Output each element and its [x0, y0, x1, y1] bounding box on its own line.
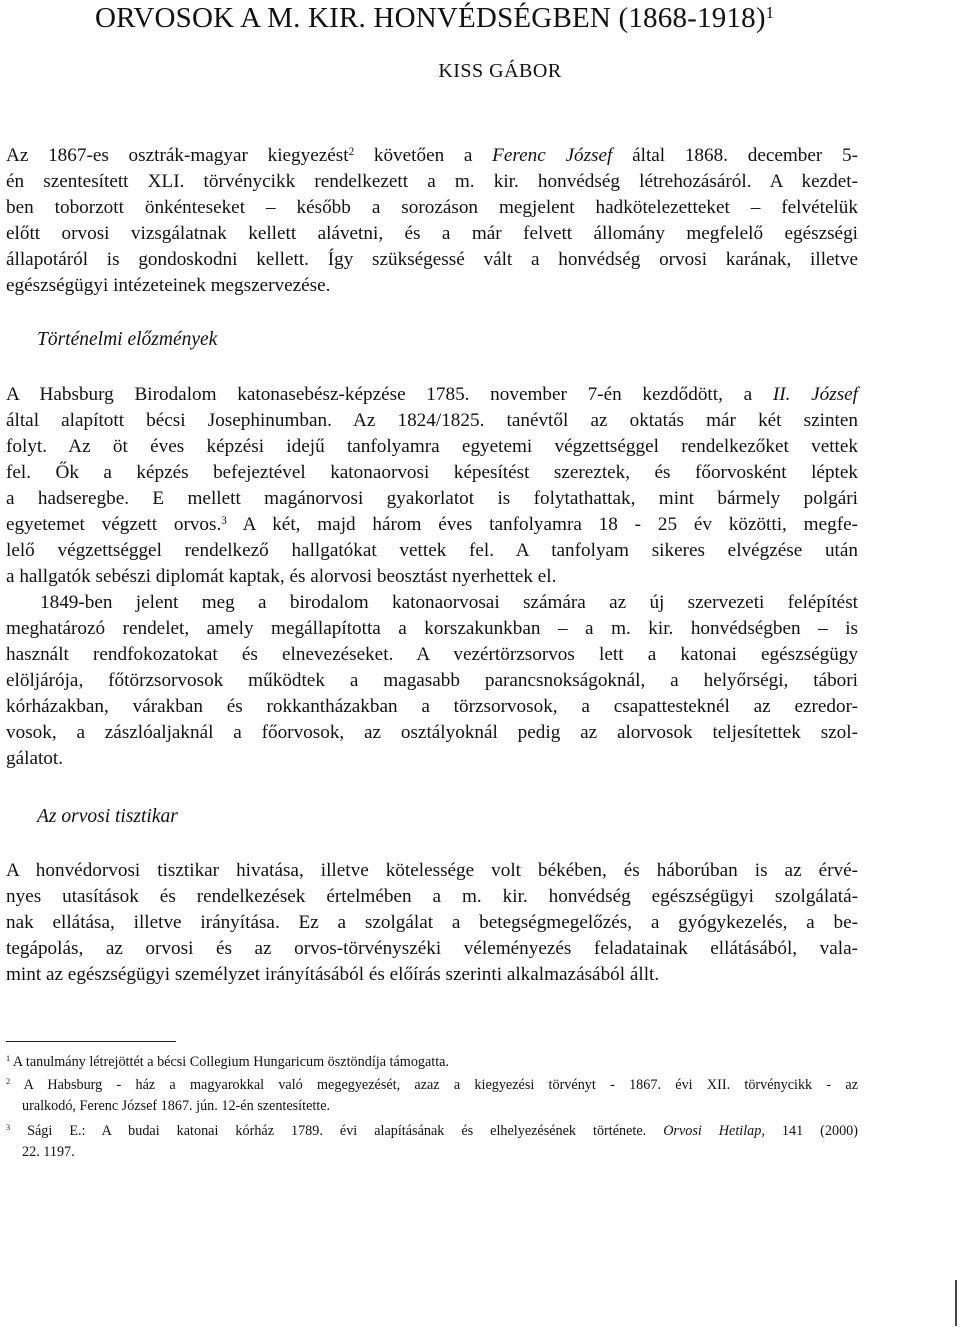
- footnote-marker: 2: [348, 145, 355, 158]
- body-line: tegápolás, az orvosi és az orvos-törvényszéki véleményezés feladatainak ellátásából, vala-: [6, 938, 858, 959]
- body-line: a hallgatók sebészi diplomát kaptak, és alorvosi beosztást nyerhettek el.: [6, 566, 557, 587]
- body-line: használt rendfokozatokat és elnevezéseket. A vezértörzsorvos lett a katonai egészségügy: [6, 644, 858, 665]
- body-line: lelő végzettséggel rendelkező hallgatókat vettek fel. A tanfolyam sikeres elvégzése után: [6, 540, 858, 561]
- footnote-number: 3: [6, 1123, 11, 1133]
- intro-line: állapotáról is gondoskodni kellett. Így szükségessé vált a honvédség orvosi karának, illetve: [6, 249, 858, 270]
- body-line: nyes utasítások és rendelkezések értelmében a m. kir. honvédség egészségügyi szolgálatá-: [6, 886, 858, 907]
- footnote-1: $^1$ A tanulmány létrejöttét a bécsi Collegium Hungaricum ösztöndíja támogatta.: [6, 1054, 450, 1070]
- body-line: A Habsburg Birodalom katonasebész-képzése 1785. november 7-én kezdődött, a II. József: [6, 384, 859, 405]
- intro-line: Az 1867-es osztrák-magyar kiegyezést$^2$ követően a Ferenc József által 1868. december 5-: [6, 145, 858, 166]
- article-title: ORVOSOK A M. KIR. HONVÉDSÉGBEN (1868-1918)$^1$: [95, 2, 775, 34]
- body-line: 1849-ben jelent meg a birodalom katonaorvosai számára az új szervezeti felépítést: [40, 592, 858, 613]
- title-footnote-marker: 1: [765, 2, 775, 22]
- section-heading: Történelmi előzmények: [37, 329, 218, 350]
- footnote-number: 1: [6, 1054, 11, 1064]
- body-line: kórházakban, várakban és rokkantházakban a törzsorvosok, a csapattesteknél az ezredor-: [6, 696, 858, 717]
- footnote-separator: [6, 1041, 176, 1042]
- intro-line: egészségügyi intézeteinek megszervezése.: [6, 275, 331, 296]
- body-line: a hadseregbe. E mellett magánorvosi gyakorlatot is folytathattak, mint bármely polgári: [6, 488, 858, 509]
- footnote-marker: 3: [221, 514, 227, 527]
- section-heading: Az orvosi tisztikar: [37, 806, 178, 827]
- body-line: által alapított bécsi Josephinumban. Az 1824/1825. tanévtől az oktatás már két szinten: [6, 410, 858, 431]
- body-line: mint az egészségügyi személyzet irányításából és előírás szerinti alkalmazásából állt.: [6, 964, 660, 985]
- body-line: egyetemet végzett orvos.$^3$ A két, majd három éves tanfolyamra 18 - 25 év közötti, megfe-: [6, 514, 858, 535]
- body-line: fel. Ők a képzés befejeztével katonaorvosi képesítést szereztek, és főorvosként léptek: [6, 462, 858, 483]
- footnote-number: 2: [6, 1077, 11, 1087]
- body-line: gálatot.: [6, 748, 64, 769]
- body-line: elöljárója, főtörzsorvosok működtek a magasabb parancsnokságoknál, a helyőrségi, tábori: [6, 670, 858, 691]
- footnote-3-continued: 22. 1197.: [22, 1144, 75, 1160]
- body-line: vosok, a zászlóaljaknál a főorvosok, az osztályoknál pedig az alorvosok teljesítettek szol-: [6, 722, 858, 743]
- scan-edge-mark: [955, 1280, 957, 1326]
- body-line: folyt. Az öt éves képzési idejű tanfolyamra egyetemi végzettséggel rendelkezőket vettek: [6, 436, 858, 457]
- body-line: meghatározó rendelet, amely megállapította a korszakunkban – a m. kir. honvédségben – is: [6, 618, 858, 639]
- intro-line: én szentesített XLI. törvénycikk rendelkezett a m. kir. honvédség létrehozásáról. A kezdet-: [6, 171, 858, 192]
- footnote-2: $^2$ A Habsburg - ház a magyarokkal való megegyezését, azaz a kiegyezési törvényt - 1867. évi XII. törvénycikk - az: [6, 1077, 858, 1093]
- intro-line: előtt orvosi vizsgálatnak kellett alávetni, és a már felvett állomány megfelelő egészségi: [6, 223, 858, 244]
- body-line: A honvédorvosi tisztikar hivatása, illetve kötelessége volt békében, és háborúban is az érvé-: [6, 860, 858, 881]
- footnote-3: $^3$ Sági E.: A budai katonai kórház 1789. évi alapításának és elhelyezésének története. Orvosi Hetilap, 141 (2000): [6, 1123, 858, 1139]
- author-name: KISS GÁBOR: [438, 60, 562, 82]
- body-line: nak ellátása, illetve irányítása. Ez a szolgálat a betegségmegelőzés, a gyógykezelés, a be-: [6, 912, 858, 933]
- intro-line: ben toborzott önkénteseket – később a sorozáson megjelent hadkötelezetteket – felvételük: [6, 197, 858, 218]
- footnote-2-continued: uralkodó, Ferenc József 1867. jún. 12-én szentesítette.: [22, 1098, 331, 1114]
